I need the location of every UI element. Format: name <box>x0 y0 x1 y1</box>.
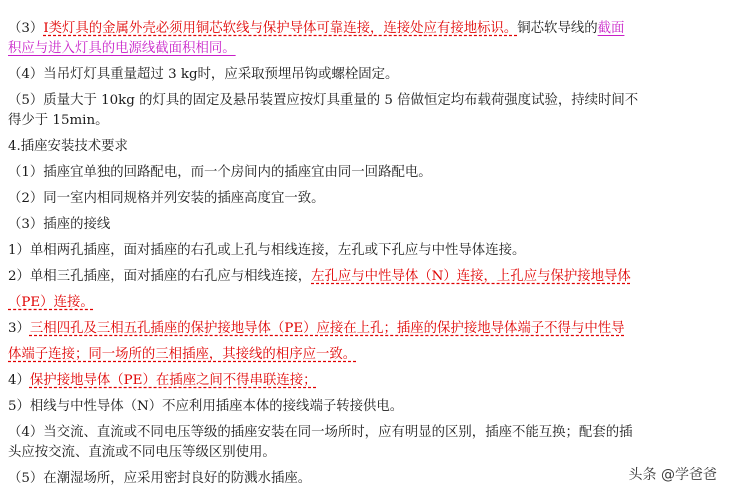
section-heading-socket <box>8 137 724 157</box>
document-body <box>8 19 724 489</box>
red-emphasis-text: （PE）连接。 <box>8 295 94 310</box>
body-text: 1）单相两孔插座，面对插座的右孔或上孔与相线连接，左孔或下孔应与中性导体连接。 <box>8 243 526 258</box>
watermark: 头条 @学爸爸 <box>625 462 721 486</box>
wiring-rule-3-continued <box>8 345 724 365</box>
body-text: （4）当吊灯灯具重量超过 3 kg时，应采取预埋吊钩或螺栓固定。 <box>8 67 399 82</box>
body-text: 5）相线与中性导体（N）不应利用插座本体的接线端子转接供电。 <box>8 399 404 414</box>
body-text: 2）单相三孔插座，面对插座的右孔应与相线连接， <box>8 269 312 284</box>
body-text: 得少于 15min。 <box>8 113 109 128</box>
red-emphasis-text: Ⅰ类灯具的金属外壳必须用铜芯软线与保护导体可靠连接，连接处应有接地标识。 <box>43 21 518 36</box>
red-emphasis-text: 左孔应与中性导体（N）连接，上孔应与保护接地导体 <box>311 269 631 284</box>
magenta-emphasis-text: 截面 <box>597 21 625 36</box>
item-number: （3） <box>8 21 44 36</box>
wiring-rule-1 <box>8 241 724 261</box>
socket-item-3-heading <box>8 215 724 235</box>
body-text: 铜芯软导线的 <box>517 21 598 36</box>
wiring-rule-4 <box>8 371 724 391</box>
socket-item-1 <box>8 163 724 183</box>
red-emphasis-text: 三相四孔及三相五孔插座的保护接地导体（PE）应接在上孔；插座的保护接地导体端子不得与中性导 <box>29 321 625 336</box>
socket-item-2 <box>8 189 724 209</box>
body-text: （5）质量大于 10kg 的灯具的固定及悬吊装置应按灯具重量的 5 倍做恒定均布载荷强度试验，持续时间不 <box>8 93 639 108</box>
wiring-rule-5 <box>8 397 724 417</box>
item-number: 4） <box>8 373 30 388</box>
item-5-continued <box>8 111 724 131</box>
magenta-emphasis-text: 积应与进入灯具的电源线截面积相同。 <box>8 41 236 56</box>
body-text: （3）插座的接线 <box>8 217 111 232</box>
body-text: （2）同一室内相同规格并列安装的插座高度宜一致。 <box>8 191 325 206</box>
body-text: 头应按交流、直流或不同电压等级区别使用。 <box>8 445 276 460</box>
socket-item-5 <box>8 469 724 489</box>
item-4-pendant-weight <box>8 65 724 85</box>
wiring-rule-2-continued <box>8 293 724 313</box>
section-heading: 4.插座安装技术要求 <box>8 139 128 154</box>
item-3-lamp-grounding <box>8 19 724 39</box>
wiring-rule-2 <box>8 267 724 287</box>
socket-item-4 <box>8 423 724 443</box>
body-text: （4）当交流、直流或不同电压等级的插座安装在同一场所时，应有明显的区别，插座不能互换；配套的插 <box>8 425 633 440</box>
red-emphasis-text: 体端子连接；同一场所的三相插座，其接线的相序应一致。 <box>8 347 357 362</box>
item-number: 3） <box>8 321 30 336</box>
red-emphasis-text: 保护接地导体（PE）在插座之间不得串联连接； <box>29 373 317 388</box>
item-3-continued <box>8 39 724 59</box>
item-5-load-test <box>8 91 724 111</box>
socket-item-4-continued <box>8 443 724 463</box>
body-text: （5）在潮湿场所，应采用密封良好的防溅水插座。 <box>8 471 312 486</box>
wiring-rule-3 <box>8 319 724 339</box>
body-text: （1）插座宜单独的回路配电，而一个房间内的插座宜由同一回路配电。 <box>8 165 432 180</box>
